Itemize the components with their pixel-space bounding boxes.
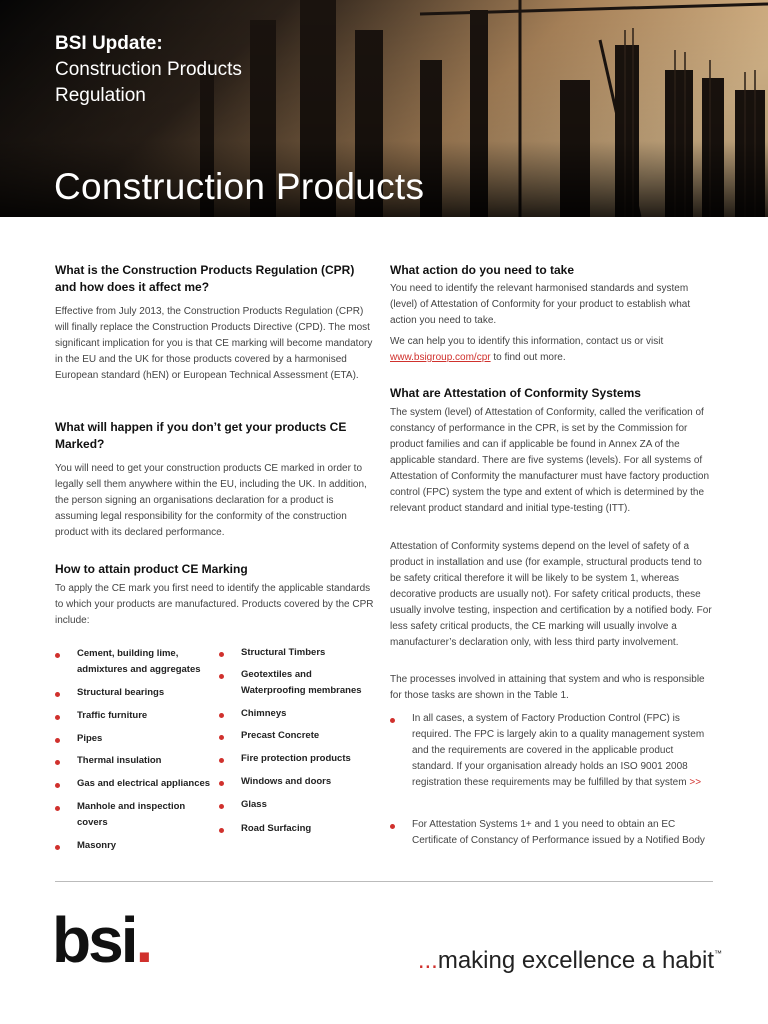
bullet-dot	[55, 653, 60, 658]
section-heading-attain-ce: How to attain product CE Marking	[55, 562, 248, 576]
bsi-cpr-link[interactable]: www.bsigroup.com/cpr	[390, 352, 491, 363]
section-body: You will need to get your construction products CE marked in order to legally sell them anywhere within the EU, including the UK. In addition, the person signing an organisations declaration for a product is assuming legal responsibility for the conformity of the construction product with its declared performance.	[55, 463, 367, 538]
more-arrow-icon[interactable]: >>	[686, 777, 702, 788]
trademark-symbol: ™	[714, 949, 722, 958]
section-what-is-cpr	[55, 262, 375, 296]
section-body: You need to identify the relevant harmonised standards and system (level) of Attestation of Conformity for your product to establish what action you need to take.	[390, 283, 691, 326]
section-heading-attestation: What are Attestation of Conformity Systems	[390, 386, 641, 400]
kicker-title: BSI Update:	[55, 33, 163, 54]
bullet-dot	[219, 804, 224, 809]
subtitle-line-1: Construction Products	[55, 59, 242, 80]
bullet-text: For Attestation Systems 1+ and 1 you need to obtain an EC Certificate of Constancy of Performance issued by a Notified Body	[412, 819, 705, 846]
tagline-ellipsis: ...	[417, 947, 438, 974]
subtitle-line-2: Regulation	[55, 85, 146, 106]
bullet-dot	[390, 824, 395, 829]
section-heading-action: What action do you need to take	[390, 263, 575, 277]
section-body: Attestation of Conformity systems depend on the level of safety of a product in installation and use (for example, structural products tend to be safety critical therefore it will be likely to be system 1, whereas decorative products are usually not). For safety critical products, these usually involve testing, inspection and certification by a notified body. For less safety critical products, the CE marking will usually involve a manufacturer’s declaration only, with less third party involvement.	[390, 541, 712, 648]
bullet-dot	[390, 718, 395, 723]
heading-line-2: and how does it affect me?	[55, 280, 210, 294]
contact-paragraph	[390, 334, 715, 366]
bullet-dot	[219, 652, 224, 657]
footer-divider	[55, 881, 713, 882]
section-body: The system (level) of Attestation of Conformity, called the verification of constancy of performance in the CPR, is set by the Commission for product families and can if applicable be found in Annex ZA of the applicable standard. There are five systems (levels). For all systems of Attestation of Conformity the manufacturer must have factory production control (FPC) system the type and extent of which is determined by the relevant product standard and initial type-testing (ITT).	[390, 407, 710, 514]
bullet-dot	[219, 713, 224, 718]
bullet-dot	[55, 783, 60, 788]
bullet-dot	[55, 806, 60, 811]
bullet-dot	[219, 735, 224, 740]
bullet-dot	[55, 738, 60, 743]
bullet-dot	[55, 760, 60, 765]
logo-dot: .	[135, 904, 151, 976]
header-banner	[0, 0, 768, 217]
section-body: To apply the CE mark you first need to identify the applicable standards to which your products are manufactured. Products covered by the CPR include:	[55, 583, 374, 626]
bullet-dot	[219, 828, 224, 833]
section-body: The processes involved in attaining that system and who is responsible for those tasks are shown in the Table 1.	[390, 674, 705, 701]
bullet-dot	[55, 845, 60, 850]
bullet-dot	[219, 758, 224, 763]
bsi-logo	[52, 905, 150, 975]
contact-text-end: to find out more.	[490, 352, 566, 363]
section-heading	[55, 262, 375, 296]
bullet-dot	[219, 674, 224, 679]
heading-line-1: What is the Construction Products Regulation (CPR)	[55, 263, 355, 277]
bullet-text: In all cases, a system of Factory Production Control (FPC) is required. The FPC is largely akin to a quality management system and the requirements are covered in the applicable product standard. If your organisation already holds an ISO 9001 2008 registration these requirements may be fulfilled by that system >>	[412, 713, 705, 788]
bullet-dot	[55, 692, 60, 697]
logo-text: bsi	[52, 904, 136, 976]
heading-line-2: Marked?	[55, 437, 105, 451]
bullet-dot	[55, 715, 60, 720]
bullet-dot	[219, 781, 224, 786]
contact-text: We can help you to identify this information, contact us or visit	[390, 336, 664, 347]
tagline	[418, 947, 722, 975]
tagline-text: making excellence a habit	[437, 947, 714, 974]
section-heading	[55, 419, 375, 453]
heading-line-1: What will happen if you don’t get your products CE	[55, 420, 347, 434]
page-title: Construction Products	[54, 166, 425, 207]
section-body: Effective from July 2013, the Construction Products Regulation (CPR) will finally replace the Construction Products Directive (CPD). The most significant implication for you is that CE marking will become mandatory in the EU and the UK for those products covered by a harmonised European standard (hEN) or European Technical Assessment (ETA).	[55, 306, 373, 381]
section-what-will-happen	[55, 419, 375, 453]
